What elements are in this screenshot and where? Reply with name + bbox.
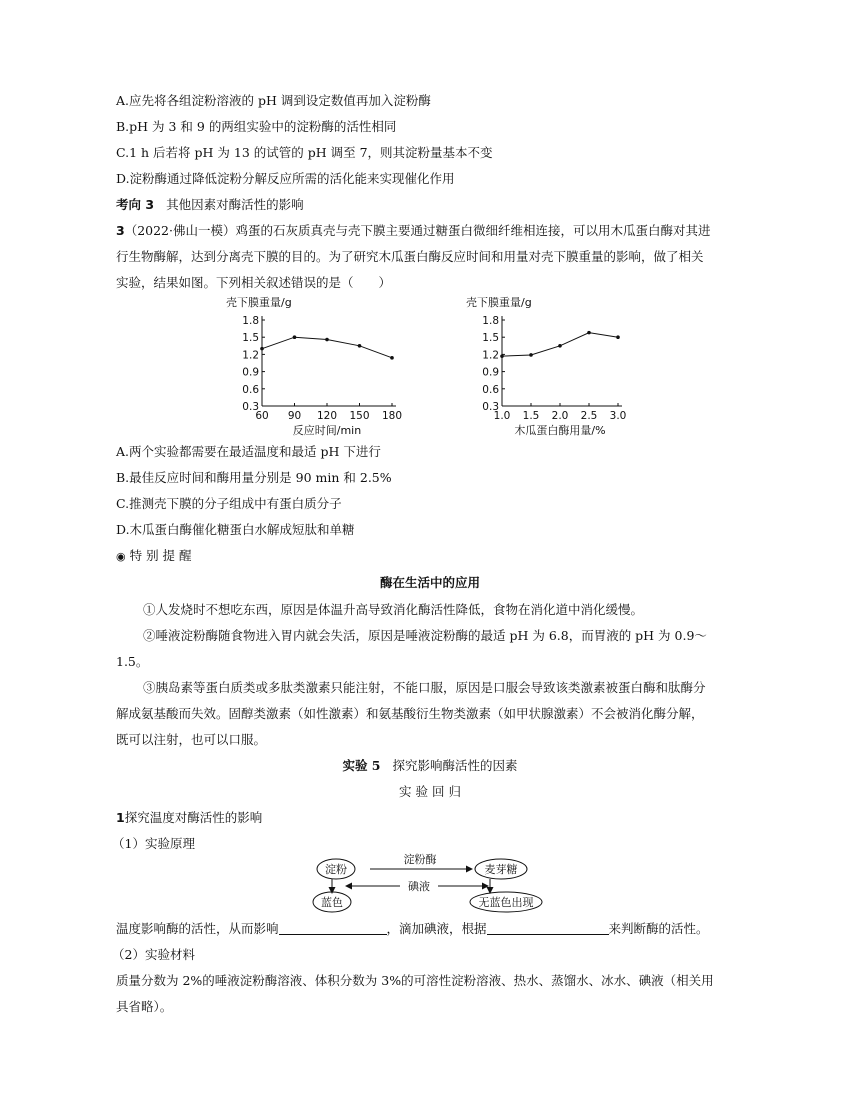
x-axis-label: 木瓜蛋白酶用量/% — [514, 424, 606, 437]
x-tick-label: 2.0 — [551, 410, 569, 422]
maltose-label: 麦芽糖 — [484, 863, 518, 876]
option-a: A.两个实验都需要在最适温度和最适 pH 下进行 — [116, 444, 381, 459]
question-3-line2: 行生物酶解，达到分离壳下膜的目的。为了研究木瓜蛋白酶反应时间和用量对壳下膜重量的影响，做了相关 — [116, 249, 704, 264]
y-tick-label: 1.2 — [482, 349, 499, 362]
y-axis-label: 壳下膜重量/g — [466, 296, 532, 309]
x-tick-label: 2.5 — [580, 410, 598, 422]
option-d-prev: D.淀粉酶通过降低淀粉分解反应所需的活化能来实现催化作用 — [116, 171, 455, 186]
chart-reaction-time — [222, 292, 412, 440]
review-heading: 实 验 回 归 — [399, 784, 461, 799]
section-label: 考向 3 — [116, 197, 155, 212]
answer-blank-1[interactable] — [279, 920, 387, 935]
section-title: 其他因素对酶活性的影响 — [166, 197, 304, 212]
option-c-prev: C.1 h 后若将 pH 为 13 的试管的 pH 调至 7，则其淀粉量基本不变 — [116, 145, 493, 160]
data-point — [260, 347, 264, 351]
tip-3-cont: 解成氨基酸而失效。固醇类激素（如性激素）和氨基酸衍生物类激素（如甲状腺激素）不会被消化酶分解， — [116, 706, 704, 721]
question-3-line1: 3（2022·佛山一模）鸡蛋的石灰质真壳与壳下膜主要通过糖蛋白微细纤维相连接，可以用木瓜蛋白酶对其进 — [116, 223, 711, 238]
y-tick-label: 1.2 — [242, 349, 259, 362]
tip-2-cont: 1.5。 — [116, 654, 149, 669]
experiment-heading — [0, 756, 860, 776]
data-point — [325, 338, 329, 342]
y-tick-label: 1.8 — [482, 315, 499, 327]
x-tick-label: 1.5 — [522, 410, 540, 422]
data-point — [358, 344, 362, 348]
section-heading — [116, 195, 304, 215]
data-point — [293, 335, 297, 339]
x-axis-label: 反应时间/min — [292, 424, 362, 437]
chart-enzyme-dosage — [462, 292, 632, 440]
x-tick-label: 60 — [255, 410, 269, 422]
enzyme-label: 淀粉酶 — [403, 853, 437, 866]
sub-2: （2）实验材料 — [112, 947, 195, 962]
y-tick-label: 1.8 — [242, 315, 259, 327]
tip-3-end: 既可以注射，也可以口服。 — [116, 732, 267, 747]
option-d: D.木瓜蛋白酶催化糖蛋白水解成短肽和单糖 — [116, 522, 355, 537]
y-tick-label: 0.9 — [482, 366, 499, 379]
x-tick-label: 120 — [316, 410, 338, 422]
principle-diagram — [310, 852, 550, 920]
x-tick-label: 90 — [287, 410, 302, 422]
tip-1: ①人发烧时不想吃东西，原因是体温升高导致消化酶活性降低，食物在消化道中消化缓慢。 — [143, 602, 644, 617]
principle-text: 温度影响酶的活性，从而影响 ，滴加碘液，根据 来判断酶的活性。 — [116, 921, 709, 936]
materials-line1: 质量分数为 2%的唾液淀粉酶溶液、体积分数为 3%的可溶性淀粉溶液、热水、蒸馏水、冰水、碘液（相关用 — [116, 973, 714, 988]
question-3-line3: 实验，结果如图。下列相关叙述错误的是（ ） — [116, 275, 392, 290]
item-1-title: 1探究温度对酶活性的影响 — [116, 810, 263, 825]
blue-label: 蓝色 — [321, 896, 343, 909]
experiment-label: 实验 5 — [342, 758, 381, 773]
iodine-label: 碘液 — [408, 880, 430, 893]
starch-label: 淀粉 — [325, 863, 347, 876]
option-c: C.推测壳下膜的分子组成中有蛋白质分子 — [116, 496, 342, 511]
tip-title: 酶在生活中的应用 — [379, 575, 480, 590]
x-tick-label: 1.0 — [493, 410, 511, 422]
y-tick-label: 1.5 — [482, 332, 499, 345]
question-number: 3 — [116, 223, 125, 238]
data-point — [500, 354, 504, 358]
x-tick-label: 150 — [349, 410, 370, 422]
sub-1: （1）实验原理 — [112, 836, 195, 851]
y-tick-label: 0.6 — [482, 383, 499, 396]
option-b-prev: B.pH 为 3 和 9 的两组实验中的淀粉酶的活性相同 — [116, 119, 397, 134]
x-tick-label: 3.0 — [609, 410, 627, 422]
no-blue-label: 无蓝色出现 — [478, 896, 534, 909]
option-a-prev: A.应先将各组淀粉溶液的 pH 调到设定数值再加入淀粉酶 — [116, 93, 431, 108]
y-tick-label: 0.3 — [242, 401, 259, 413]
experiment-title: 探究影响酶活性的因素 — [392, 758, 518, 773]
data-point — [616, 335, 620, 339]
y-tick-label: 1.5 — [242, 332, 259, 345]
answer-blank-2[interactable] — [487, 920, 609, 935]
tip-2: ②唾液淀粉酶随食物进入胃内就会失活，原因是唾液淀粉酶的最适 pH 为 6.8，而胃液的 pH 为 0.9～ — [143, 628, 707, 643]
data-point — [558, 344, 562, 348]
option-b: B.最佳反应时间和酶用量分别是 90 min 和 2.5% — [116, 470, 392, 485]
tip-3: ③胰岛素等蛋白质类或多肽类激素只能注射，不能口服，原因是口服会导致该类激素被蛋白酶和肽酶分 — [143, 680, 706, 695]
x-tick-label: 180 — [381, 410, 403, 422]
y-axis-label: 壳下膜重量/g — [226, 296, 292, 309]
data-point — [587, 331, 591, 335]
data-point — [390, 356, 394, 360]
bullet-icon: ◉ — [116, 550, 126, 563]
y-tick-label: 0.6 — [242, 383, 259, 396]
item-number: 1 — [116, 810, 125, 825]
y-tick-label: 0.9 — [242, 366, 259, 379]
tip-header: ◉ 特 别 提 醒 — [116, 548, 192, 563]
y-tick-label: 0.3 — [482, 401, 499, 413]
data-point — [529, 353, 533, 357]
materials-line2: 具省略）。 — [116, 999, 173, 1014]
